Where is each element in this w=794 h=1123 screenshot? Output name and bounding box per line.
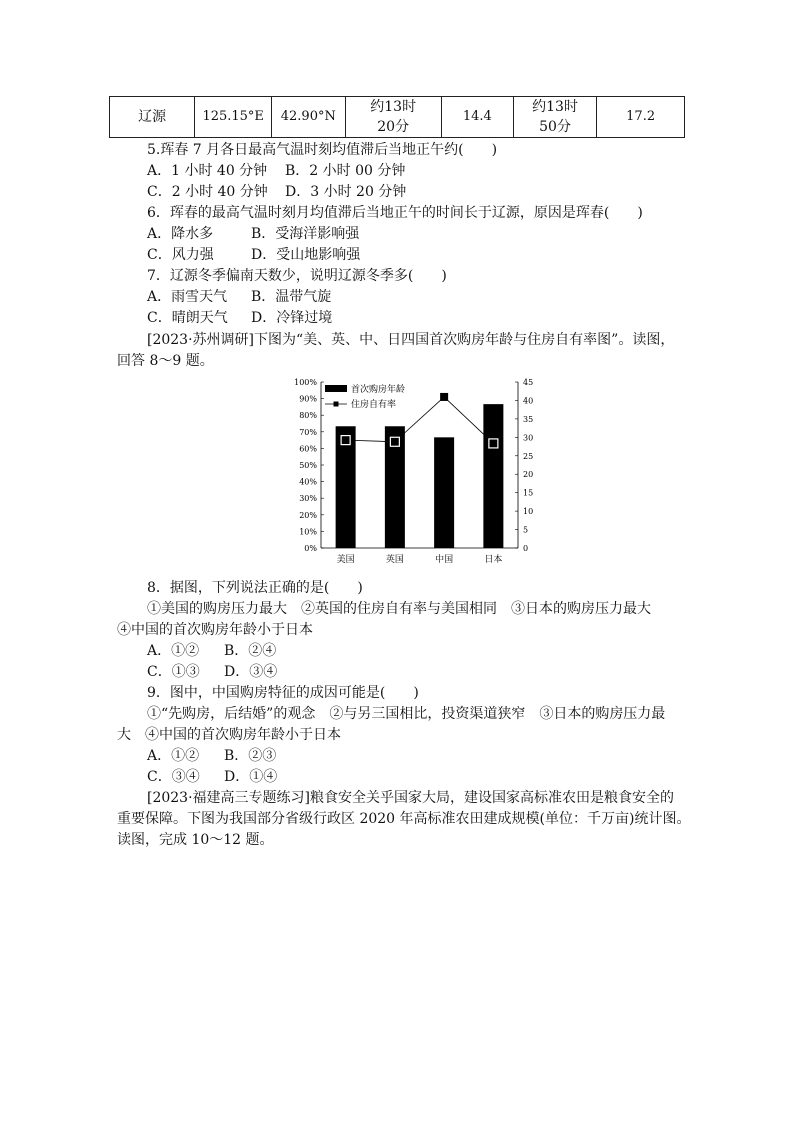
q8-option-a: A．①②	[147, 643, 200, 659]
table-cell-time-2-line2: 50分	[539, 119, 571, 135]
category-labels	[337, 553, 503, 565]
q7-option-d: D．冷锋过境	[251, 310, 333, 326]
q5-option-c: C．2 小时 40 分钟	[147, 184, 268, 200]
q9-option-d: D．①④	[224, 769, 278, 785]
category-label-1: 英国	[385, 555, 404, 565]
table-row	[110, 97, 685, 138]
q9-line2: 大 ④中国的首次购房年龄小于日本	[117, 727, 341, 743]
left-tick-label: 0%	[304, 544, 317, 553]
right-tick-label: 20	[523, 470, 534, 480]
legend-bar-swatch	[325, 385, 347, 392]
left-tick-label: 70%	[299, 427, 317, 437]
intro2-line1: [2023·福建高三专题练习]粮食安全关乎国家大局，建设国家高标准农田是粮食安全的	[147, 790, 675, 806]
ownership-point-3	[489, 439, 498, 448]
left-tick-label: 30%	[299, 494, 317, 504]
table-cell-time-2-line1: 约13时	[532, 99, 578, 115]
right-tick-label: 25	[523, 451, 534, 461]
legend-line-marker	[334, 402, 339, 407]
category-label-0: 美国	[336, 555, 355, 565]
left-tick-label: 90%	[299, 394, 317, 404]
ownership-point-0	[341, 436, 350, 445]
left-tick-label: 80%	[299, 411, 317, 421]
q9-stem: 9．图中，中国购房特征的成因可能是( )	[147, 685, 419, 701]
right-tick-label: 15	[523, 488, 534, 498]
q5-stem: 5.珲春 7 月各日最高气温时刻均值滞后当地正午约( )	[147, 142, 498, 158]
right-tick-label: 0	[523, 544, 529, 553]
category-label-2: 中国	[435, 555, 454, 565]
right-tick-label: 30	[523, 433, 534, 443]
right-tick-label: 10	[523, 507, 534, 517]
table-cell-time-1	[345, 97, 441, 138]
left-tick-label: 60%	[299, 444, 317, 454]
q8-option-d: D．③④	[224, 664, 278, 680]
q5-option-b: B．2 小时 00 分钟	[285, 163, 406, 179]
bar-3	[483, 404, 503, 548]
right-tick-label: 40	[523, 396, 534, 406]
left-tick-label: 10%	[299, 527, 317, 537]
q6-stem: 6．珲春的最高气温时刻月均值滞后当地正午的时间长于辽源，原因是珲春( )	[147, 205, 643, 221]
table-cell-value-2: 17.2	[597, 97, 685, 138]
q6-option-b: B．受海洋影响强	[251, 226, 360, 242]
right-tick-label: 5	[523, 525, 529, 535]
right-tick-label: 35	[523, 414, 534, 424]
q8-stem: 8．据图，下列说法正确的是( )	[147, 580, 363, 596]
intro1-line2: 回答 8～9 题。	[117, 353, 214, 369]
left-tick-label: 50%	[299, 461, 317, 470]
ownership-point-2	[440, 393, 448, 401]
intro2-line2: 重要保障。下图为我国部分省级行政区 2020 年高标准农田建成规模(单位：千万亩)统计图。	[117, 811, 691, 827]
bar-2	[434, 437, 454, 548]
table-cell-longitude: 125.15°E	[195, 97, 272, 138]
ownership-point-1	[390, 437, 399, 446]
q7-option-b: B．温带气旋	[251, 289, 332, 305]
table-cell-time-2	[513, 97, 596, 138]
bars-group	[336, 404, 504, 548]
q9-line1: ①“先购房，后结婚”的观念 ②与另三国相比，投资渠道狭窄 ③日本的购房压力最	[147, 706, 666, 722]
table-cell-value-1: 14.4	[441, 97, 513, 138]
left-tick-label: 100%	[294, 378, 317, 387]
left-axis-ticks	[294, 378, 324, 553]
q8-option-c: C．①③	[147, 664, 200, 680]
q9-option-b: B．②③	[224, 748, 277, 764]
q8-line2: ④中国的首次购房年龄小于日本	[117, 622, 313, 638]
q7-option-a: A．雨雪天气	[147, 289, 228, 305]
intro2-line3: 读图，完成 10～12 题。	[117, 832, 274, 848]
table-cell-latitude: 42.90°N	[272, 97, 346, 138]
q7-stem: 7．辽源冬季偏南天数少，说明辽源冬季多( )	[147, 268, 447, 284]
table-cell-station: 辽源	[110, 97, 195, 138]
q9-option-c: C．③④	[147, 769, 200, 785]
category-label-3: 日本	[484, 555, 503, 565]
housing-chart	[278, 372, 540, 572]
legend-line-label: 住房自有率	[351, 400, 397, 410]
legend-bar-label: 首次购房年龄	[351, 385, 406, 395]
q5-option-d: D．3 小时 20 分钟	[285, 184, 407, 200]
intro1-line1: [2023·苏州调研]下图为“美、英、中、日四国首次购房年龄与住房自有率图”。读图，	[147, 332, 675, 348]
left-tick-label: 20%	[299, 510, 317, 520]
q8-line1: ①美国的购房压力最大 ②英国的住房自有率与美国相同 ③日本的购房压力最大	[147, 601, 651, 617]
right-tick-label: 45	[523, 378, 534, 387]
q8-option-b: B．②④	[224, 643, 277, 659]
q6-option-a: A．降水多	[147, 226, 214, 242]
q9-option-a: A．①②	[147, 748, 200, 764]
table-cell-time-1-line2: 20分	[377, 119, 410, 135]
q7-option-c: C．晴朗天气	[147, 310, 228, 326]
q6-option-c: C．风力强	[147, 247, 214, 263]
station-data-table	[109, 96, 685, 138]
left-tick-label: 40%	[299, 477, 317, 487]
q6-option-d: D．受山地影响强	[251, 247, 361, 263]
chart-legend	[325, 383, 405, 410]
table-cell-time-1-line1: 约13时	[370, 99, 417, 115]
q5-option-a: A．1 小时 40 分钟	[147, 163, 268, 179]
